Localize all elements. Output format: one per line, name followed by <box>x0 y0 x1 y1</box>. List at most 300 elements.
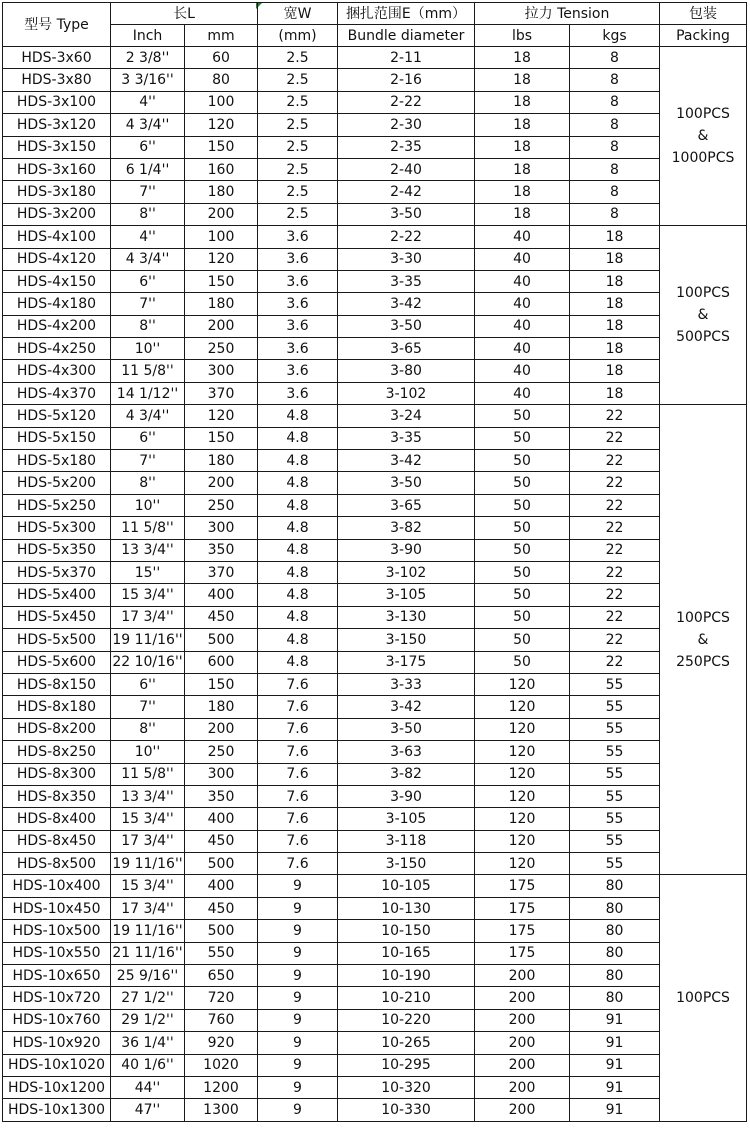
cell-width: 9 <box>258 942 338 964</box>
cell-lbs: 120 <box>475 763 570 785</box>
cell-model: HDS-5x600 <box>3 651 111 673</box>
cell-inch: 17 3/4'' <box>111 897 185 919</box>
cell-bundle: 3-50 <box>338 315 475 337</box>
cell-width: 7.6 <box>258 785 338 807</box>
cell-width: 4.8 <box>258 584 338 606</box>
table-row <box>3 203 747 225</box>
cell-bundle: 3-42 <box>338 450 475 472</box>
header-kgs: kgs <box>570 25 660 47</box>
cell-mm: 350 <box>185 539 258 561</box>
cell-mm: 450 <box>185 897 258 919</box>
cell-mm: 370 <box>185 561 258 583</box>
cell-inch: 29 1/2'' <box>111 1009 185 1031</box>
table-row <box>3 584 747 606</box>
cell-kgs: 8 <box>570 181 660 203</box>
cell-mm: 500 <box>185 920 258 942</box>
table-row <box>3 405 747 427</box>
cell-kgs: 91 <box>570 1076 660 1098</box>
cell-mm: 370 <box>185 382 258 404</box>
table-row <box>3 785 747 807</box>
cell-mm: 180 <box>185 293 258 315</box>
cell-bundle: 3-105 <box>338 584 475 606</box>
table-row <box>3 1009 747 1031</box>
cell-inch: 13 3/4'' <box>111 785 185 807</box>
cell-mm: 100 <box>185 226 258 248</box>
table-row <box>3 270 747 292</box>
cell-lbs: 18 <box>475 203 570 225</box>
cell-lbs: 18 <box>475 158 570 180</box>
cell-lbs: 50 <box>475 629 570 651</box>
cell-kgs: 22 <box>570 517 660 539</box>
cell-bundle: 2-42 <box>338 181 475 203</box>
cell-bundle: 3-50 <box>338 203 475 225</box>
packing-line2: & <box>697 128 709 145</box>
cell-width: 4.8 <box>258 561 338 583</box>
header-packing: 包装 <box>660 3 747 25</box>
table-row <box>3 338 747 360</box>
cell-bundle: 10-165 <box>338 942 475 964</box>
table-row <box>3 360 747 382</box>
cell-bundle: 3-35 <box>338 427 475 449</box>
cell-lbs: 175 <box>475 897 570 919</box>
cell-inch: 19 11/16'' <box>111 920 185 942</box>
cell-width: 9 <box>258 965 338 987</box>
cell-lbs: 120 <box>475 673 570 695</box>
cell-inch: 27 1/2'' <box>111 987 185 1009</box>
cell-inch: 14 1/12'' <box>111 382 185 404</box>
cell-inch: 15'' <box>111 561 185 583</box>
cell-model: HDS-10x1300 <box>3 1099 111 1121</box>
cell-mm: 650 <box>185 965 258 987</box>
cell-kgs: 8 <box>570 158 660 180</box>
cell-kgs: 22 <box>570 606 660 628</box>
table-row <box>3 181 747 203</box>
cell-lbs: 120 <box>475 696 570 718</box>
cell-inch: 19 11/16'' <box>111 853 185 875</box>
table-row <box>3 942 747 964</box>
cell-inch: 6'' <box>111 427 185 449</box>
header-packing-en: Packing <box>660 25 747 47</box>
cell-kgs: 55 <box>570 808 660 830</box>
cell-model: HDS-4x200 <box>3 315 111 337</box>
cell-kgs: 22 <box>570 584 660 606</box>
cell-inch: 25 9/16'' <box>111 965 185 987</box>
cell-model: HDS-3x120 <box>3 114 111 136</box>
cell-inch: 11 5/8'' <box>111 360 185 382</box>
cell-mm: 150 <box>185 136 258 158</box>
packing-line1: 100PCS <box>676 106 730 123</box>
cell-lbs: 18 <box>475 136 570 158</box>
table-row <box>3 472 747 494</box>
cell-bundle: 2-11 <box>338 47 475 69</box>
cell-width: 4.8 <box>258 651 338 673</box>
cell-lbs: 40 <box>475 382 570 404</box>
header-model: 型号 Type <box>3 3 111 47</box>
cell-inch: 17 3/4'' <box>111 830 185 852</box>
cell-lbs: 50 <box>475 606 570 628</box>
table-row <box>3 808 747 830</box>
cell-mm: 500 <box>185 629 258 651</box>
cell-width: 3.6 <box>258 270 338 292</box>
cell-mm: 200 <box>185 718 258 740</box>
cell-model: HDS-10x720 <box>3 987 111 1009</box>
cell-bundle: 10-330 <box>338 1099 475 1121</box>
cell-width: 4.8 <box>258 405 338 427</box>
header-bundle-diameter: Bundle diameter <box>338 25 475 47</box>
cell-kgs: 55 <box>570 741 660 763</box>
table-row <box>3 718 747 740</box>
cell-bundle: 3-33 <box>338 673 475 695</box>
cell-model: HDS-5x350 <box>3 539 111 561</box>
cell-lbs: 120 <box>475 785 570 807</box>
cell-kgs: 8 <box>570 203 660 225</box>
cell-model: HDS-3x100 <box>3 91 111 113</box>
cell-bundle: 10-220 <box>338 1009 475 1031</box>
cell-model: HDS-5x150 <box>3 427 111 449</box>
cell-bundle: 3-63 <box>338 741 475 763</box>
cell-kgs: 80 <box>570 965 660 987</box>
table-row <box>3 47 747 69</box>
cell-bundle: 3-90 <box>338 539 475 561</box>
cell-kgs: 80 <box>570 897 660 919</box>
cell-lbs: 40 <box>475 270 570 292</box>
cell-model: HDS-5x250 <box>3 494 111 516</box>
table-row <box>3 561 747 583</box>
cell-width: 3.6 <box>258 338 338 360</box>
cell-mm: 200 <box>185 315 258 337</box>
cell-mm: 120 <box>185 405 258 427</box>
cell-lbs: 50 <box>475 561 570 583</box>
packing-line3: 250PCS <box>676 653 730 670</box>
cell-mm: 1020 <box>185 1054 258 1076</box>
cell-width: 4.8 <box>258 494 338 516</box>
cell-kgs: 22 <box>570 450 660 472</box>
cell-model: HDS-4x180 <box>3 293 111 315</box>
cell-bundle: 10-265 <box>338 1032 475 1054</box>
cell-bundle: 2-30 <box>338 114 475 136</box>
cell-mm: 1300 <box>185 1099 258 1121</box>
cell-kgs: 55 <box>570 718 660 740</box>
cell-inch: 10'' <box>111 741 185 763</box>
cell-model: HDS-5x450 <box>3 606 111 628</box>
cell-width: 4.8 <box>258 517 338 539</box>
header-width-unit: (mm) <box>258 25 338 47</box>
cell-model: HDS-3x180 <box>3 181 111 203</box>
cell-bundle: 3-82 <box>338 763 475 785</box>
cell-lbs: 120 <box>475 718 570 740</box>
cell-lbs: 50 <box>475 539 570 561</box>
cell-kgs: 55 <box>570 673 660 695</box>
cell-mm: 500 <box>185 853 258 875</box>
cell-lbs: 120 <box>475 853 570 875</box>
cell-bundle: 3-65 <box>338 494 475 516</box>
cell-inch: 8'' <box>111 203 185 225</box>
cell-lbs: 120 <box>475 808 570 830</box>
cell-width: 2.5 <box>258 203 338 225</box>
cell-model: HDS-8x150 <box>3 673 111 695</box>
cell-bundle: 2-40 <box>338 158 475 180</box>
cell-model: HDS-4x370 <box>3 382 111 404</box>
cell-width: 7.6 <box>258 830 338 852</box>
cell-inch: 13 3/4'' <box>111 539 185 561</box>
cell-lbs: 120 <box>475 741 570 763</box>
cell-mm: 200 <box>185 472 258 494</box>
cell-inch: 7'' <box>111 293 185 315</box>
cell-mm: 120 <box>185 114 258 136</box>
cell-kgs: 91 <box>570 1054 660 1076</box>
cell-kgs: 18 <box>570 226 660 248</box>
cell-model: HDS-10x760 <box>3 1009 111 1031</box>
cell-mm: 180 <box>185 450 258 472</box>
header-length: 长L <box>111 3 258 25</box>
cell-model: HDS-8x350 <box>3 785 111 807</box>
cell-model: HDS-10x400 <box>3 875 111 897</box>
cell-kgs: 18 <box>570 293 660 315</box>
cell-width: 2.5 <box>258 114 338 136</box>
cell-inch: 6'' <box>111 136 185 158</box>
header-tension: 拉力 Tension <box>475 3 660 25</box>
cell-mm: 400 <box>185 808 258 830</box>
cell-width: 3.6 <box>258 248 338 270</box>
cell-model: HDS-5x120 <box>3 405 111 427</box>
cell-mm: 760 <box>185 1009 258 1031</box>
cell-inch: 19 11/16'' <box>111 629 185 651</box>
cell-mm: 250 <box>185 741 258 763</box>
cell-bundle: 10-295 <box>338 1054 475 1076</box>
cell-width: 4.8 <box>258 629 338 651</box>
cell-inch: 4 3/4'' <box>111 248 185 270</box>
table-row <box>3 517 747 539</box>
cell-bundle: 3-42 <box>338 696 475 718</box>
cell-kgs: 8 <box>570 69 660 91</box>
cell-lbs: 18 <box>475 114 570 136</box>
cell-bundle: 3-80 <box>338 360 475 382</box>
packing-group-cell <box>660 226 747 405</box>
table-row <box>3 69 747 91</box>
cell-mm: 150 <box>185 270 258 292</box>
table-row <box>3 1054 747 1076</box>
table-row <box>3 382 747 404</box>
cell-bundle: 3-102 <box>338 561 475 583</box>
cell-mm: 120 <box>185 248 258 270</box>
cell-model: HDS-8x450 <box>3 830 111 852</box>
cell-inch: 6'' <box>111 270 185 292</box>
cell-width: 3.6 <box>258 382 338 404</box>
cell-width: 4.8 <box>258 472 338 494</box>
table-row <box>3 629 747 651</box>
cable-tie-spec-table <box>2 2 747 1122</box>
table-row <box>3 539 747 561</box>
table-row <box>3 450 747 472</box>
cell-inch: 7'' <box>111 696 185 718</box>
cell-model: HDS-10x500 <box>3 920 111 942</box>
cell-model: HDS-10x650 <box>3 965 111 987</box>
table-row <box>3 853 747 875</box>
cell-bundle: 10-210 <box>338 987 475 1009</box>
table-row <box>3 248 747 270</box>
cell-model: HDS-5x200 <box>3 472 111 494</box>
table-row <box>3 1032 747 1054</box>
cell-bundle: 10-190 <box>338 965 475 987</box>
cell-mm: 300 <box>185 517 258 539</box>
cell-lbs: 200 <box>475 987 570 1009</box>
cell-inch: 8'' <box>111 718 185 740</box>
cell-bundle: 3-150 <box>338 629 475 651</box>
cell-model: HDS-3x150 <box>3 136 111 158</box>
cell-inch: 4'' <box>111 226 185 248</box>
cell-kgs: 22 <box>570 629 660 651</box>
cell-model: HDS-8x400 <box>3 808 111 830</box>
cell-lbs: 50 <box>475 494 570 516</box>
cell-kgs: 8 <box>570 114 660 136</box>
cell-mm: 300 <box>185 763 258 785</box>
cell-mm: 60 <box>185 47 258 69</box>
cell-kgs: 22 <box>570 405 660 427</box>
cell-mm: 600 <box>185 651 258 673</box>
cell-inch: 15 3/4'' <box>111 584 185 606</box>
cell-bundle: 3-65 <box>338 338 475 360</box>
cell-model: HDS-3x200 <box>3 203 111 225</box>
cell-lbs: 50 <box>475 517 570 539</box>
cell-inch: 4 3/4'' <box>111 405 185 427</box>
packing-line3: 500PCS <box>676 329 730 346</box>
cell-lbs: 40 <box>475 360 570 382</box>
header-mm: mm <box>185 25 258 47</box>
table-row <box>3 920 747 942</box>
table-row <box>3 1099 747 1121</box>
cell-model: HDS-5x300 <box>3 517 111 539</box>
cell-inch: 7'' <box>111 181 185 203</box>
table-row <box>3 315 747 337</box>
table-body <box>3 47 747 1122</box>
cell-kgs: 80 <box>570 920 660 942</box>
cell-kgs: 22 <box>570 494 660 516</box>
cell-model: HDS-10x450 <box>3 897 111 919</box>
cell-kgs: 55 <box>570 830 660 852</box>
cell-model: HDS-3x60 <box>3 47 111 69</box>
header-bundle: 捆扎范围E（mm） <box>338 3 475 25</box>
cell-model: HDS-5x400 <box>3 584 111 606</box>
table-row <box>3 965 747 987</box>
cell-width: 4.8 <box>258 450 338 472</box>
cell-model: HDS-4x300 <box>3 360 111 382</box>
cell-mm: 450 <box>185 830 258 852</box>
cell-mm: 450 <box>185 606 258 628</box>
cell-width: 3.6 <box>258 293 338 315</box>
cell-width: 2.5 <box>258 181 338 203</box>
cell-bundle: 3-118 <box>338 830 475 852</box>
cell-model: HDS-8x180 <box>3 696 111 718</box>
cell-width: 7.6 <box>258 763 338 785</box>
cell-inch: 36 1/4'' <box>111 1032 185 1054</box>
cell-bundle: 2-16 <box>338 69 475 91</box>
cell-lbs: 18 <box>475 69 570 91</box>
cell-inch: 10'' <box>111 494 185 516</box>
cell-width: 9 <box>258 875 338 897</box>
table-row <box>3 897 747 919</box>
cell-kgs: 80 <box>570 942 660 964</box>
header-width: 宽W <box>258 3 338 25</box>
cell-mm: 100 <box>185 91 258 113</box>
cell-mm: 720 <box>185 987 258 1009</box>
cell-bundle: 2-35 <box>338 136 475 158</box>
cell-width: 7.6 <box>258 853 338 875</box>
cell-bundle: 3-102 <box>338 382 475 404</box>
cell-inch: 6'' <box>111 673 185 695</box>
cell-width: 9 <box>258 1032 338 1054</box>
cell-lbs: 40 <box>475 293 570 315</box>
cell-model: HDS-4x120 <box>3 248 111 270</box>
packing-line1: 100PCS <box>676 990 730 1007</box>
cell-model: HDS-8x300 <box>3 763 111 785</box>
table-row <box>3 673 747 695</box>
table-row <box>3 293 747 315</box>
cell-width: 9 <box>258 920 338 942</box>
cell-width: 3.6 <box>258 226 338 248</box>
cell-width: 2.5 <box>258 69 338 91</box>
cell-lbs: 200 <box>475 1009 570 1031</box>
table-row <box>3 226 747 248</box>
cell-width: 2.5 <box>258 158 338 180</box>
table-row <box>3 158 747 180</box>
cell-kgs: 91 <box>570 1009 660 1031</box>
table-header <box>3 3 747 47</box>
cell-width: 3.6 <box>258 315 338 337</box>
cell-bundle: 3-42 <box>338 293 475 315</box>
table-row <box>3 875 747 897</box>
cell-mm: 150 <box>185 673 258 695</box>
cell-kgs: 8 <box>570 91 660 113</box>
cell-bundle: 3-30 <box>338 248 475 270</box>
cell-model: HDS-8x250 <box>3 741 111 763</box>
table-row <box>3 651 747 673</box>
cell-bundle: 3-50 <box>338 718 475 740</box>
cell-bundle: 3-24 <box>338 405 475 427</box>
cell-kgs: 18 <box>570 270 660 292</box>
cell-lbs: 18 <box>475 91 570 113</box>
cell-width: 2.5 <box>258 47 338 69</box>
cell-width: 9 <box>258 987 338 1009</box>
cell-bundle: 2-22 <box>338 226 475 248</box>
cell-kgs: 22 <box>570 472 660 494</box>
cell-width: 4.8 <box>258 539 338 561</box>
cell-lbs: 40 <box>475 226 570 248</box>
packing-line2: & <box>697 307 709 324</box>
packing-group-cell <box>660 405 747 875</box>
cell-lbs: 175 <box>475 920 570 942</box>
cell-mm: 350 <box>185 785 258 807</box>
cell-width: 2.5 <box>258 136 338 158</box>
cell-lbs: 50 <box>475 405 570 427</box>
cell-width: 9 <box>258 1076 338 1098</box>
cell-lbs: 50 <box>475 450 570 472</box>
cell-width: 4.8 <box>258 606 338 628</box>
cell-lbs: 200 <box>475 965 570 987</box>
cell-lbs: 40 <box>475 315 570 337</box>
cell-bundle: 3-82 <box>338 517 475 539</box>
cell-inch: 17 3/4'' <box>111 606 185 628</box>
cell-width: 7.6 <box>258 741 338 763</box>
table-row <box>3 494 747 516</box>
cell-mm: 160 <box>185 158 258 180</box>
cell-lbs: 175 <box>475 875 570 897</box>
cell-kgs: 22 <box>570 561 660 583</box>
cell-inch: 22 10/16'' <box>111 651 185 673</box>
cell-inch: 15 3/4'' <box>111 808 185 830</box>
cell-inch: 21 11/16'' <box>111 942 185 964</box>
cell-model: HDS-4x150 <box>3 270 111 292</box>
cell-model: HDS-10x1200 <box>3 1076 111 1098</box>
